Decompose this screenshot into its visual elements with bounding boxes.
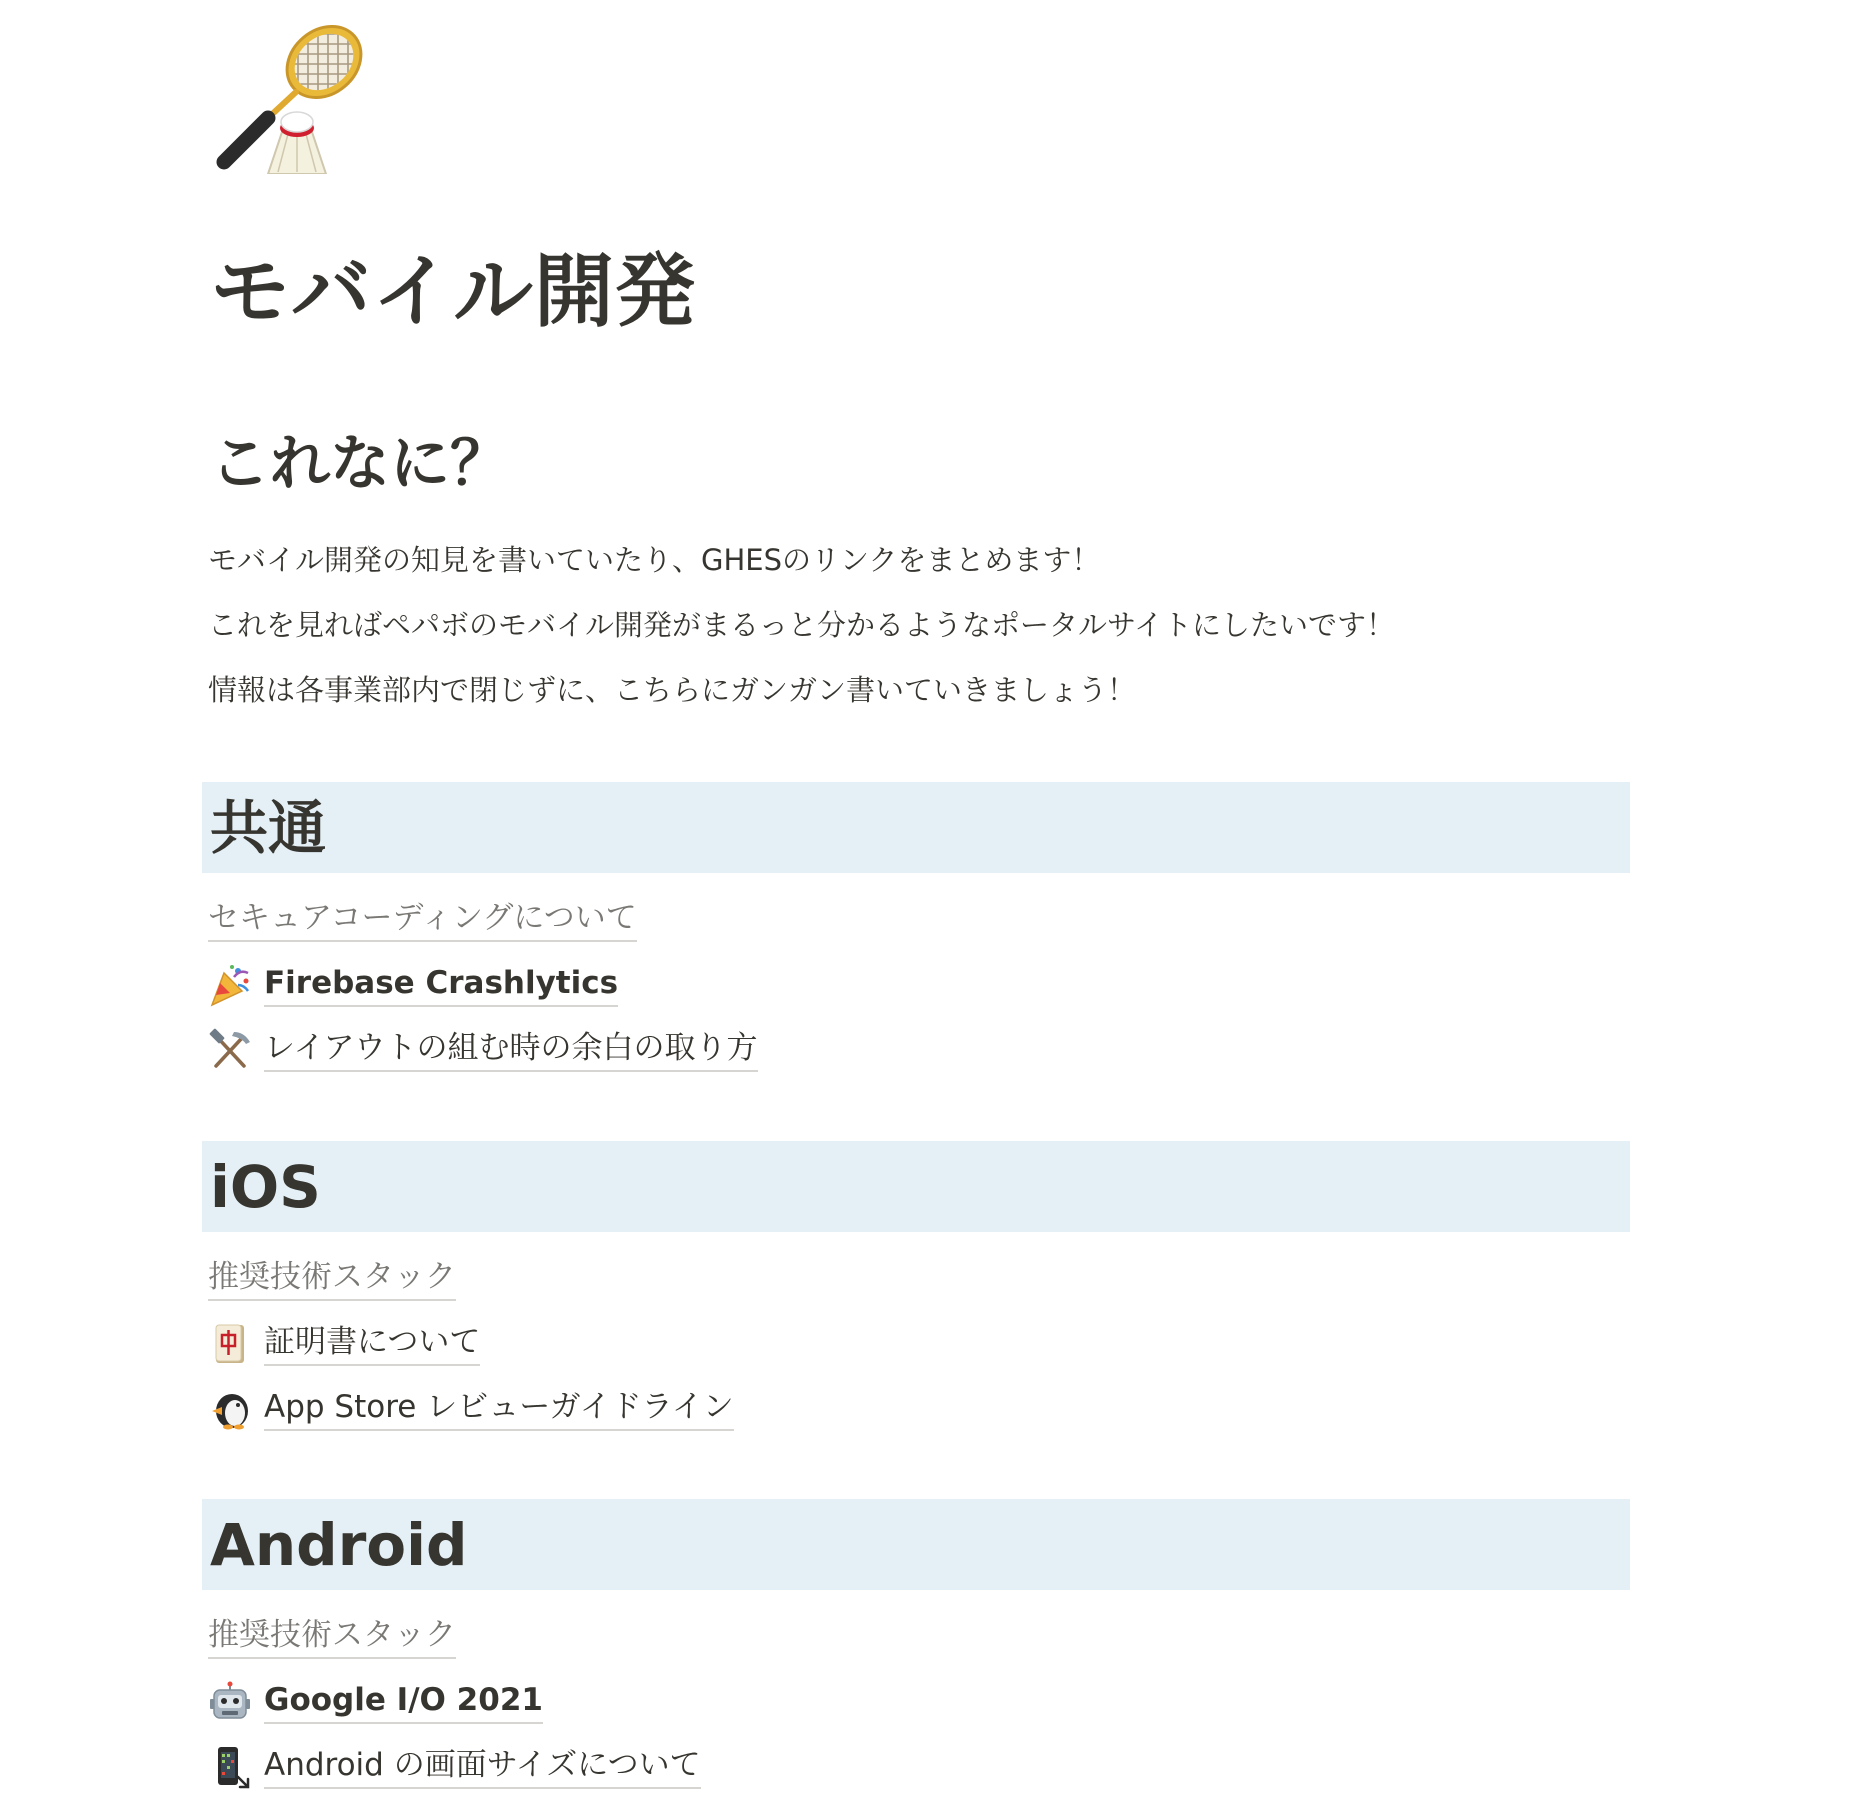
list-item [208, 887, 1630, 952]
list-item [208, 1669, 1630, 1734]
party-popper-icon [208, 963, 252, 1007]
intro-heading: これなに？ [210, 429, 510, 499]
section-ios [202, 1141, 1630, 1441]
list-item [208, 1017, 1630, 1082]
list-item [208, 1604, 1630, 1669]
mahjong-tile-icon [208, 1322, 252, 1366]
page-link-secure-coding[interactable]: セキュアコーディングについて [208, 898, 637, 942]
link-list [202, 1232, 1630, 1441]
page-title: モバイル開発 [210, 245, 696, 338]
section-heading [202, 1499, 1630, 1590]
section-title: 共通 [210, 793, 327, 862]
badminton-icon[interactable] [208, 14, 372, 174]
page-link-firebase-crashlytics[interactable]: Firebase Crashlytics [264, 963, 618, 1007]
list-item [208, 1246, 1630, 1311]
penguin-icon [208, 1387, 252, 1431]
section-android [202, 1499, 1630, 1799]
section-title: iOS [210, 1152, 321, 1221]
intro-text [208, 528, 1395, 723]
page-link-layout-spacing[interactable]: レイアウトの組む時の余白の取り方 [264, 1028, 758, 1072]
list-item [208, 1311, 1630, 1376]
mobile-arrow-icon [208, 1745, 252, 1789]
page-link-android-screen-sizes[interactable]: Android の画面サイズについて [264, 1745, 701, 1789]
page-link-ios-tech-stack[interactable]: 推奨技術スタック [208, 1257, 456, 1301]
section-title: Android [210, 1510, 468, 1579]
section-common [202, 782, 1630, 1082]
list-item [208, 1734, 1630, 1799]
hammer-and-pick-icon [208, 1028, 252, 1072]
list-item [208, 952, 1630, 1017]
link-list [202, 873, 1630, 1082]
intro-paragraph: 情報は各事業部内で閉じずに、こちらにガンガン書いていきましょう！ [208, 673, 1137, 707]
page-link-app-store-review[interactable]: App Store レビューガイドライン [264, 1387, 734, 1431]
intro-paragraph: モバイル開発の知見を書いていたり、GHESのリンクをまとめます！ [208, 543, 1101, 577]
section-heading [202, 1141, 1630, 1232]
list-item [208, 1376, 1630, 1441]
page-link-certificates[interactable]: 証明書について [264, 1322, 480, 1366]
robot-icon [208, 1680, 252, 1724]
page-link-android-tech-stack[interactable]: 推奨技術スタック [208, 1615, 456, 1659]
page-link-google-io[interactable]: Google I/O 2021 [264, 1680, 543, 1724]
section-heading [202, 782, 1630, 873]
intro-paragraph: これを見ればペパボのモバイル開発がまるっと分かるようなポータルサイトにしたいです！ [208, 608, 1395, 642]
